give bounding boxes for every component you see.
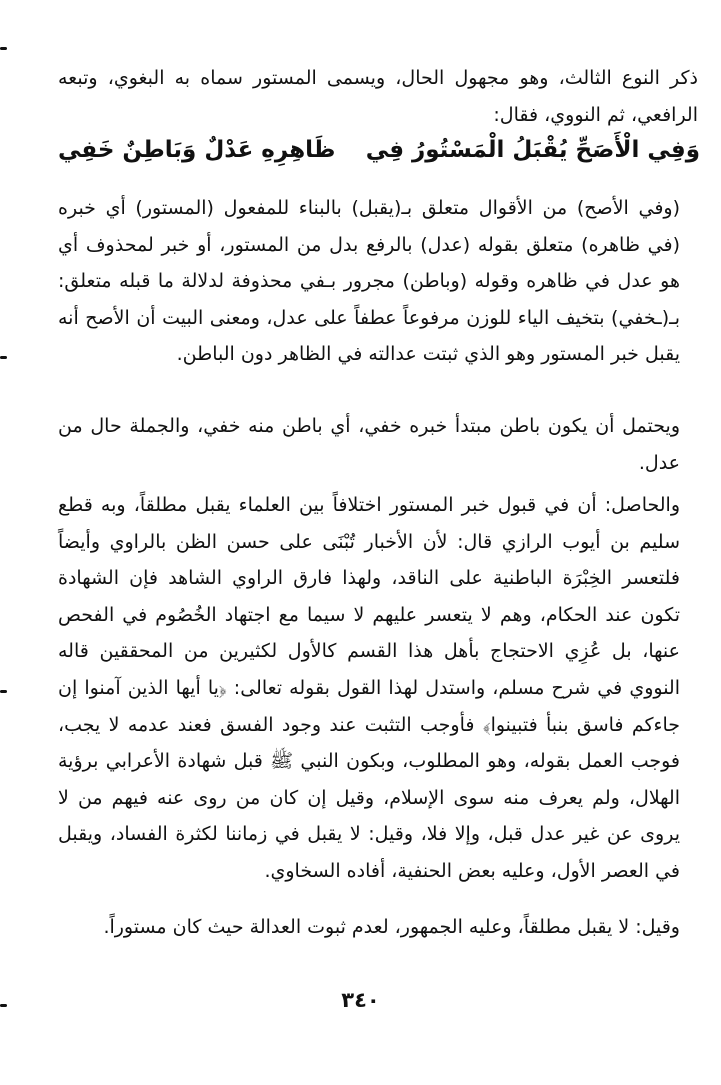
summary-block	[58, 487, 698, 890]
edge-mark	[0, 47, 7, 50]
verse-second-hemistich: ظَاهِرِهِ عَدْلٌ وَبَاطِنٌ خَفِي	[58, 137, 336, 163]
possibility-paragraph: ويحتمل أن يكون باطن مبتدأ خبره خفي، أي باطن منه خفي، والجملة حال من عدل.	[58, 415, 680, 474]
verse-line	[58, 128, 700, 172]
edge-mark	[0, 690, 7, 693]
page-number: ٣٤٠	[341, 988, 380, 1012]
explanation-block	[58, 190, 698, 373]
edge-mark	[0, 356, 7, 359]
possibility-block	[58, 408, 698, 481]
intro-block	[58, 60, 698, 133]
rejected-view-block	[58, 909, 698, 946]
summary-paragraph: والحاصل: أن في قبول خبر المستور اختلافاً بين العلماء يقبل مطلقاً، وبه قطع سليم بن أيوب الرازي قال: لأن الأخبار تُبْنَى على حسن الظن بالراوي وأيضاً فلتعسر الخِبْرَة الباطنية على الناقد، ولهذا فارق الراوي الشاهد فإن الشهادة تكون عند الحكام، وهم لا يتعسر عليهم لا سيما مع اجتهاد الخُصُوم في الفحص عنها، بل عُزِي الاحتجاج بأهل هذا القسم كالأول لكثيرين من المحققين قاله النووي في شرح مسلم، واستدل لهذا القول بقوله تعالى: ﴿يا أيها الذين آمنوا إن جاءكم فاسق بنبأ فتبينوا﴾ فأوجب التثبت عند وجود الفسق فعند عدمه لا يجب، فوجب العمل بقوله، وهو المطلوب، وبكون النبي ﷺ قبل شهادة الأعرابي برؤية الهلال، ولم يعرف منه سوى الإسلام، وقيل إن كان من روى عنه فيهم من لا يروى عن غير عدل قبل، وإلا فلا، وقيل: لا يقبل في زماننا لكثرة الفساد، ويقبل في العصر الأول، وعليه بعض الحنفية، أفاده السخاوي.	[58, 494, 680, 882]
rejected-view-paragraph: وقيل: لا يقبل مطلقاً، وعليه الجمهور، لعدم ثبوت العدالة حيث كان مستوراً.	[103, 916, 680, 938]
intro-paragraph: ذكر النوع الثالث، وهو مجهول الحال، ويسمى المستور سماه به البغوي، وتبعه الرافعي، ثم النووي، فقال:	[58, 67, 698, 126]
explanation-paragraph: (وفي الأصح) من الأقوال متعلق بـ(يقبل) بالبناء للمفعول (المستور) أي خبره (في ظاهره) متعلق بقوله (عدل) بالرفع بدل من المستور، أو خبر لمحذوف أي هو عدل في ظاهره وقوله (وباطن) مجرور بـفي محذوفة لدلالة ما قبله متعلق: بـ(ـخفي) بتخيف الياء للوزن مرفوعاً عطفاً على عدل، ومعنى البيت أن الأصح أنه يقبل خبر المستور وهو الذي ثبتت عدالته في الظاهر دون الباطن.	[58, 197, 680, 366]
verse-first-hemistich: وَفِي الْأَصَحِّ يُقْبَلُ الْمَسْتُورُ فِي	[365, 137, 700, 163]
